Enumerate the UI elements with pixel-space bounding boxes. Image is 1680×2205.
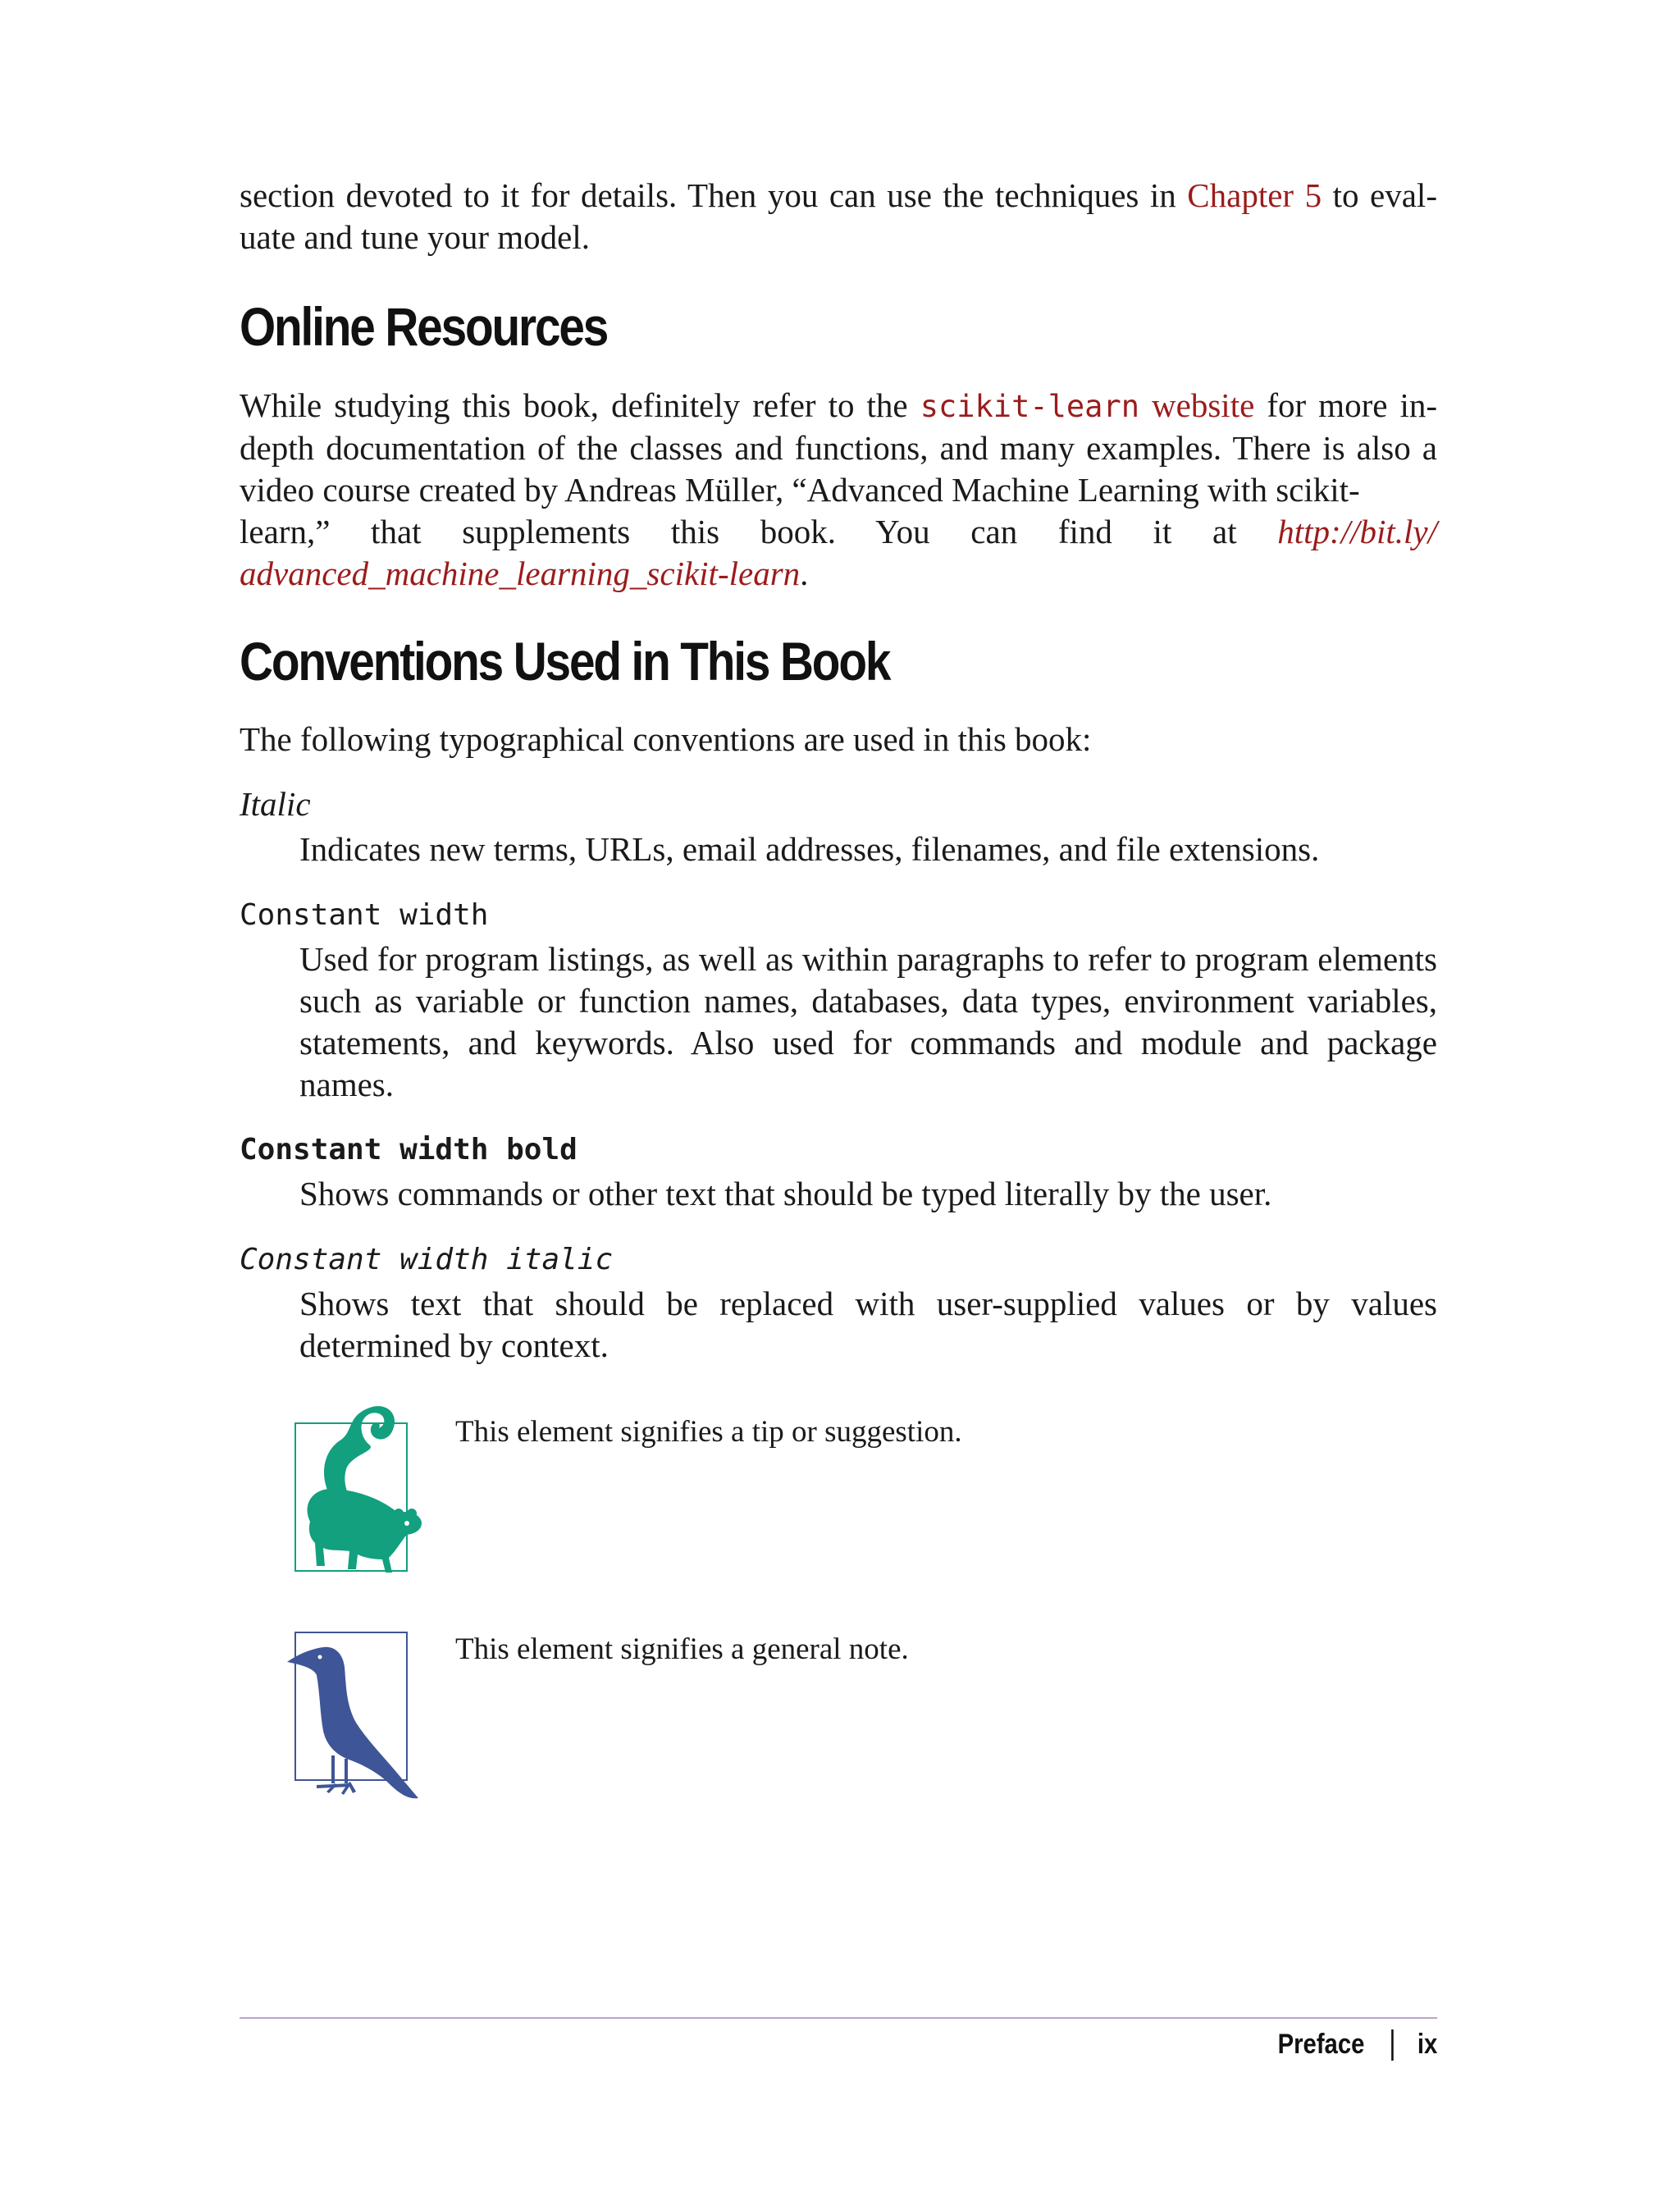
page-footer (1277, 2029, 1437, 2061)
intro-line-2: uate and tune your model. (240, 218, 590, 256)
conventions-heading: Conventions Used in This Book (240, 631, 890, 692)
def-constant-width: Used for program listings, as well as within paragraphs to refer to program elements such as variable or function names, databases, data types, environment variables, statements, and keywords. Also used for commands and module and package names. (299, 940, 1437, 1103)
def-italic: Indicates new terms, URLs, email addresses, filenames, and file extensions. (299, 830, 1320, 868)
video-course-url-link-cont[interactable]: advanced_machine_learning_scikit-learn (240, 555, 801, 592)
footer-rule (240, 2017, 1437, 2019)
term-constant-width-italic: Constant width italic (240, 1243, 614, 1276)
term-constant-width-bold: Constant width bold (240, 1133, 578, 1166)
conventions-intro: The following typographical conventions are used in this book: (240, 720, 1092, 758)
crow-note-icon (277, 1608, 429, 1809)
def-constant-width-italic: Shows text that should be replaced with user-supplied values or by values determined by context. (299, 1285, 1437, 1364)
video-course-url-link[interactable]: http://bit.ly/ (1277, 513, 1437, 550)
online-resources-line-4: learn,” that supplements this book. You can find it at http://bit.ly/ (240, 513, 1437, 550)
lemur-tip-icon (277, 1399, 429, 1600)
scikit-learn-website-link[interactable]: website (1139, 386, 1255, 424)
online-resources-heading: Online Resources (240, 296, 608, 357)
footer-page-number: ix (1417, 2029, 1437, 2060)
term-italic: Italic (240, 785, 311, 823)
term-constant-width: Constant width (240, 898, 489, 932)
tip-callout-text: This element signifies a tip or suggestion. (455, 1415, 962, 1449)
scikit-learn-code-link[interactable]: scikit-learn (920, 389, 1139, 424)
intro-line-1: section devoted to it for details. Then you can use the techniques in Chapter 5 to eval- (240, 176, 1437, 214)
note-callout-text: This element signifies a general note. (455, 1632, 909, 1666)
def-constant-width-bold: Shows commands or other text that should be typed literally by the user. (299, 1175, 1272, 1212)
footer-separator (1391, 2029, 1394, 2061)
footer-section-name: Preface (1277, 2029, 1365, 2060)
online-resources-paragraph: While studying this book, definitely refer to the scikit-learn website for more in-depth documentation of the classes and functions, and many examples. There is also a video course created by Andreas Müller, “Advanced Machine Learning with scikit- learn,” that supplements this book. You can find it at http://bit.ly/ advanced_machine_learning_scikit-learn. (240, 386, 1438, 592)
chapter-5-link[interactable]: Chapter 5 (1187, 176, 1322, 214)
intro-paragraph (240, 175, 1437, 258)
